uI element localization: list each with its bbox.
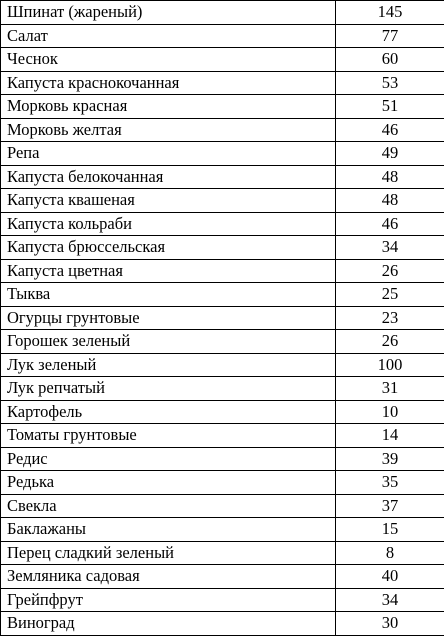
table-row <box>1 447 444 471</box>
value-cell: 48 <box>336 165 444 189</box>
table-row <box>1 95 444 119</box>
table-row <box>1 189 444 213</box>
product-name-cell: Грейпфрут <box>1 588 336 612</box>
product-name-cell: Морковь красная <box>1 95 336 119</box>
table-row <box>1 1 444 25</box>
table-row <box>1 236 444 260</box>
table-row <box>1 283 444 307</box>
table-row <box>1 377 444 401</box>
product-name-cell: Лук репчатый <box>1 377 336 401</box>
table-row <box>1 471 444 495</box>
table-row <box>1 48 444 72</box>
table-row <box>1 259 444 283</box>
value-cell: 100 <box>336 353 444 377</box>
value-cell: 51 <box>336 95 444 119</box>
value-cell: 23 <box>336 306 444 330</box>
product-name-cell: Виноград <box>1 612 336 636</box>
product-name-cell: Баклажаны <box>1 518 336 542</box>
table-row <box>1 212 444 236</box>
table-row <box>1 330 444 354</box>
product-name-cell: Капуста цветная <box>1 259 336 283</box>
product-name-cell: Капуста квашеная <box>1 189 336 213</box>
product-name-cell: Огурцы грунтовые <box>1 306 336 330</box>
table-body <box>1 1 444 636</box>
product-name-cell: Земляника садовая <box>1 565 336 589</box>
table-row <box>1 612 444 636</box>
table-row <box>1 306 444 330</box>
value-cell: 30 <box>336 612 444 636</box>
table-row <box>1 541 444 565</box>
product-name-cell: Тыква <box>1 283 336 307</box>
product-name-cell: Картофель <box>1 400 336 424</box>
value-cell: 39 <box>336 447 444 471</box>
table-row <box>1 142 444 166</box>
value-cell: 15 <box>336 518 444 542</box>
product-name-cell: Перец сладкий зеленый <box>1 541 336 565</box>
product-name-cell: Шпинат (жареный) <box>1 1 336 25</box>
product-name-cell: Морковь желтая <box>1 118 336 142</box>
value-cell: 37 <box>336 494 444 518</box>
product-name-cell: Редька <box>1 471 336 495</box>
table-row <box>1 518 444 542</box>
value-cell: 26 <box>336 330 444 354</box>
value-cell: 145 <box>336 1 444 25</box>
value-cell: 77 <box>336 24 444 48</box>
table-row <box>1 565 444 589</box>
value-cell: 14 <box>336 424 444 448</box>
product-name-cell: Капуста брюссельская <box>1 236 336 260</box>
value-cell: 40 <box>336 565 444 589</box>
value-cell: 49 <box>336 142 444 166</box>
table-row <box>1 353 444 377</box>
table-row <box>1 424 444 448</box>
value-cell: 48 <box>336 189 444 213</box>
product-name-cell: Чеснок <box>1 48 336 72</box>
table-row <box>1 494 444 518</box>
product-name-cell: Свекла <box>1 494 336 518</box>
product-name-cell: Репа <box>1 142 336 166</box>
product-name-cell: Лук зеленый <box>1 353 336 377</box>
value-cell: 46 <box>336 118 444 142</box>
value-cell: 8 <box>336 541 444 565</box>
value-cell: 31 <box>336 377 444 401</box>
product-name-cell: Редис <box>1 447 336 471</box>
value-cell: 34 <box>336 236 444 260</box>
value-cell: 10 <box>336 400 444 424</box>
value-cell: 35 <box>336 471 444 495</box>
value-cell: 26 <box>336 259 444 283</box>
table-row <box>1 588 444 612</box>
table-row <box>1 118 444 142</box>
product-name-cell: Салат <box>1 24 336 48</box>
value-cell: 53 <box>336 71 444 95</box>
value-cell: 60 <box>336 48 444 72</box>
table-row <box>1 165 444 189</box>
value-cell: 46 <box>336 212 444 236</box>
product-name-cell: Капуста белокочанная <box>1 165 336 189</box>
product-name-cell: Горошек зеленый <box>1 330 336 354</box>
product-name-cell: Томаты грунтовые <box>1 424 336 448</box>
value-cell: 34 <box>336 588 444 612</box>
product-name-cell: Капуста краснокочанная <box>1 71 336 95</box>
value-cell: 25 <box>336 283 444 307</box>
table-row <box>1 400 444 424</box>
table-row <box>1 71 444 95</box>
table-row <box>1 24 444 48</box>
product-name-cell: Капуста кольраби <box>1 212 336 236</box>
